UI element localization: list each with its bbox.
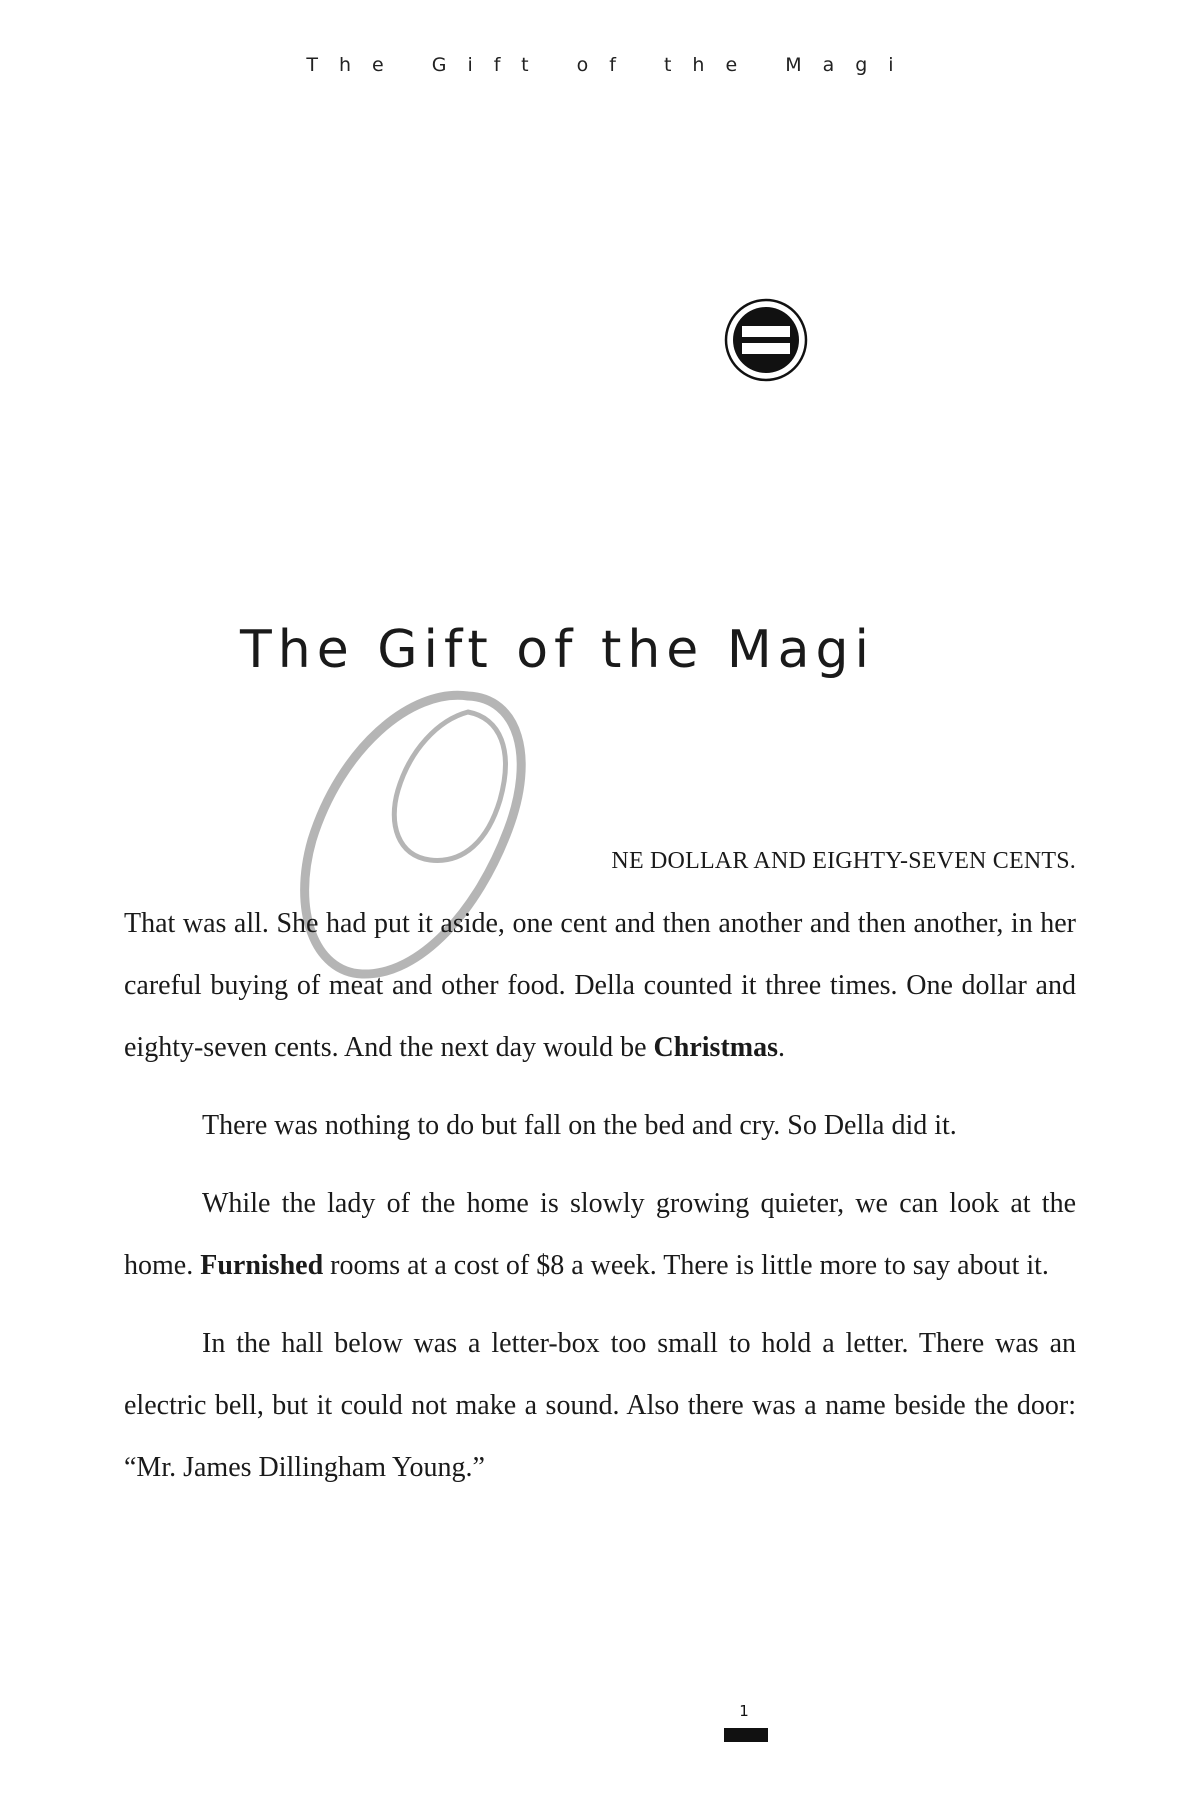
chapter-title: The Gift of the Magi [240,620,875,680]
paragraph-1-text: That was all. She had put it aside, one cent and then another and then another, in her careful buying of meat and other food. Della counted it three times. One dollar and eighty-seven cents. And the next day would be [124,908,1076,1063]
body-text [124,893,1076,1515]
paragraph-1-end: . [778,1032,785,1063]
paragraph-3-end: rooms at a cost of $8 a week. There is little more to say about it. [323,1250,1049,1281]
chapter-opening-line: NE DOLLAR AND EIGHTY-SEVEN CENTS. [611,848,1076,874]
page-number: 1 [739,1702,749,1720]
running-head: The Gift of the Magi [306,54,915,76]
paragraph-1 [124,893,1076,1079]
paragraph-1-bold: Christmas [653,1032,778,1063]
paragraph-3-bold: Furnished [200,1250,324,1281]
chapter-ornament-icon [724,298,808,382]
paragraph-3-text: While the lady of the home is slowly growing quieter, we can look at the home. [124,1188,1076,1281]
paragraph-4: In the hall below was a letter-box too small to hold a letter. There was an electric bell, but it could not make a sound. Also there was a name beside the door: “Mr. James Dillingham Young.” [124,1328,1076,1483]
paragraph-3 [124,1173,1076,1297]
page-number-bar [724,1728,768,1742]
paragraph-2: There was nothing to do but fall on the bed and cry. So Della did it. [202,1110,957,1141]
